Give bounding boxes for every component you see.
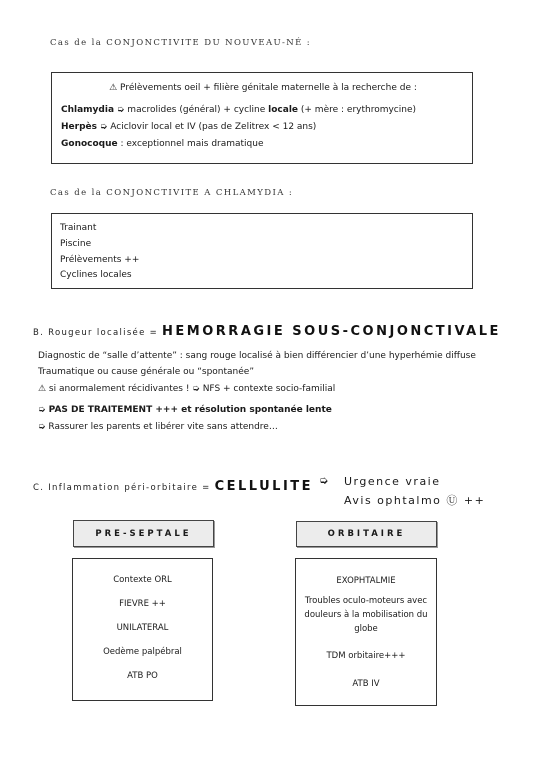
row-text: Aciclovir local et IV (pas de Zelitrex < 12 ans) bbox=[107, 122, 317, 132]
list-item: Oedème palpébral bbox=[103, 647, 182, 657]
newborn-box bbox=[51, 72, 473, 164]
list-item: UNILATERAL bbox=[116, 623, 169, 633]
row-label: Gonocoque bbox=[61, 139, 118, 149]
list-item: Contexte ORL bbox=[113, 575, 172, 585]
list-item: TDM orbitaire+++ bbox=[326, 651, 406, 661]
row-label: Chlamydia bbox=[61, 105, 115, 115]
list-item: ATB PO bbox=[127, 671, 158, 681]
list-item: Troubles oculo-moteurs avec douleurs à la mobilisation du globe bbox=[304, 596, 428, 634]
urgent-line-2: Avis ophtalmo Ⓤ ++ bbox=[344, 494, 486, 507]
newborn-row-herpes bbox=[61, 119, 316, 135]
section-b-line: Diagnostic de “salle d’attente” : sang rouge localisé à bien différencier d’une hyperhémie diffuse bbox=[38, 351, 476, 361]
list-item: Trainant bbox=[60, 223, 97, 233]
list-item: Piscine bbox=[60, 239, 92, 249]
list-item: Prélèvements ++ bbox=[60, 255, 140, 265]
row-text: macrolides (général) + cycline bbox=[124, 105, 269, 115]
section-b-label: B. Rougeur localisée = bbox=[33, 328, 163, 338]
row-text-tail: (+ mère : erythromycine) bbox=[298, 105, 417, 115]
urgent-line-1: Urgence vraie bbox=[344, 475, 441, 488]
section-b-line: ⚠ si anormalement récidivantes ! ➭ NFS + contexte socio-familial bbox=[38, 384, 336, 394]
preseptal-header: PRE-SEPTALE bbox=[73, 520, 214, 547]
section-b-title: HEMORRAGIE SOUS-CONJONCTIVALE bbox=[162, 324, 501, 339]
newborn-section-title: Cas de la CONJONCTIVITE DU NOUVEAU-NÉ : bbox=[50, 38, 312, 48]
list-item: FIEVRE ++ bbox=[119, 599, 166, 609]
newborn-row-chlamydia bbox=[61, 102, 416, 118]
list-item: Cyclines locales bbox=[60, 270, 132, 280]
row-label: Herpès bbox=[61, 122, 97, 132]
newborn-box-heading: ⚠ Prélèvements oeil + filière génitale maternelle à la recherche de : bbox=[109, 83, 417, 93]
newborn-row-gonocoque bbox=[61, 136, 264, 152]
list-item: ATB IV bbox=[352, 679, 380, 689]
section-b-bold-line: ➭ PAS DE TRAITEMENT +++ et résolution spontanée lente bbox=[38, 405, 332, 415]
section-b-last-line: ➭ Rassurer les parents et libérer vite sans attendre… bbox=[38, 422, 278, 432]
section-b-line: Traumatique ou cause générale ou “spontanée” bbox=[38, 367, 254, 377]
row-text-bold: locale bbox=[268, 105, 299, 115]
preseptal-box bbox=[72, 558, 213, 701]
arrow-icon: ➭ bbox=[116, 105, 125, 115]
arrow-icon: ➭ bbox=[99, 122, 108, 132]
arrow-icon: ➭ bbox=[319, 474, 329, 487]
section-c-heading bbox=[33, 475, 313, 494]
section-b-heading bbox=[33, 320, 501, 339]
orbital-box bbox=[295, 558, 437, 706]
section-c-title: CELLULITE bbox=[214, 479, 314, 494]
orbital-header: ORBITAIRE bbox=[296, 521, 437, 547]
chlamydia-section-title: Cas de la CONJONCTIVITE A CHLAMYDIA : bbox=[50, 188, 294, 198]
section-c-label: C. Inflammation péri-orbitaire = bbox=[33, 483, 215, 493]
list-item: EXOPHTALMIE bbox=[336, 576, 396, 586]
chlamydia-box bbox=[51, 213, 473, 289]
row-text: : exceptionnel mais dramatique bbox=[117, 139, 264, 149]
